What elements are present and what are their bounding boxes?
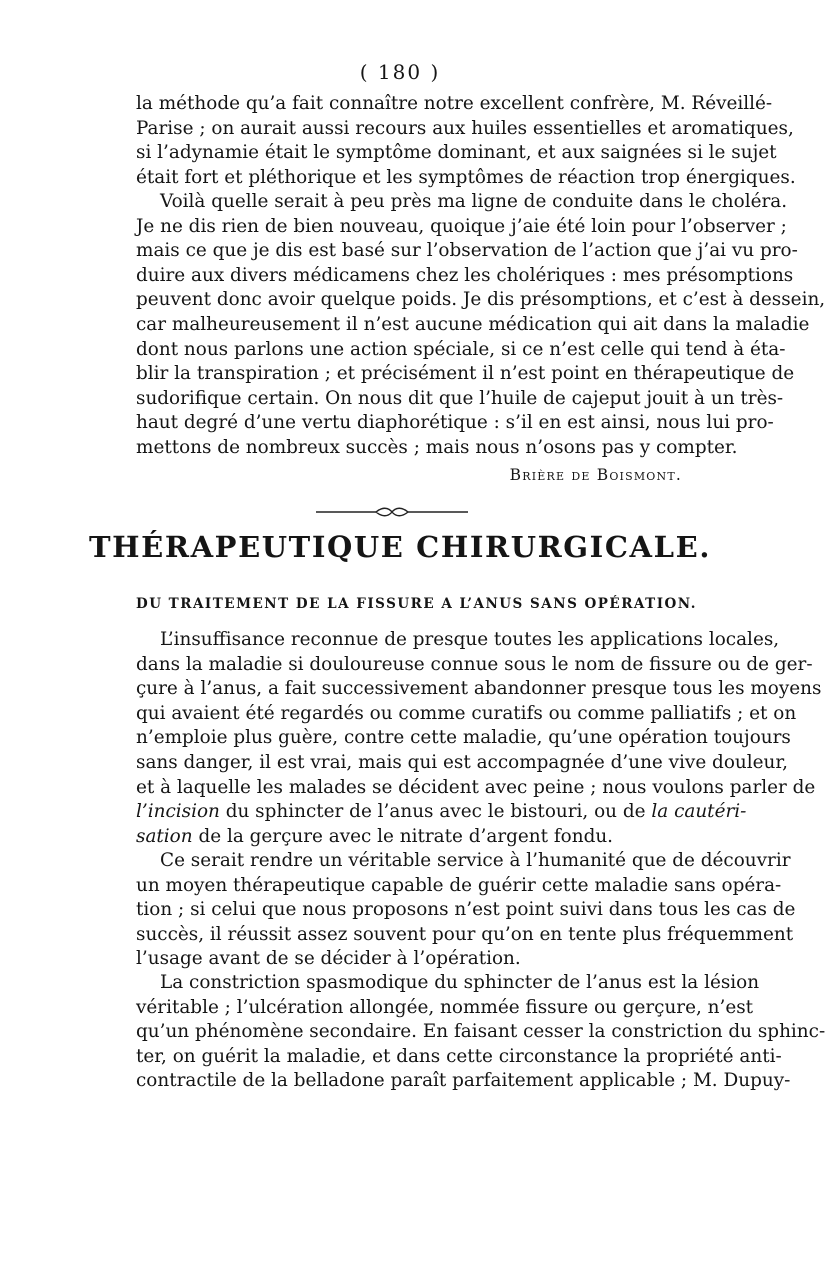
page-number: ( 180 ) (359, 60, 441, 84)
article-paragraph-3 (136, 971, 825, 1094)
author-signature: Brière de Boismont. (509, 466, 682, 484)
text-run: de la gerçure avec le nitrate d’argent fondu. (192, 825, 614, 847)
text-line (136, 825, 682, 850)
intro-paragraph (136, 92, 796, 190)
text-line: sans danger, il est vrai, mais qui est accompagnée d’une vive douleur, (136, 751, 788, 773)
article-title: DU TRAITEMENT DE LA FISSURE A L’ANUS SANS OPÉRATION. (136, 596, 697, 612)
article-paragraph-2 (136, 849, 796, 972)
text-line: tion ; si celui que nous proposons n’est point suivi dans tous les cas de (136, 899, 796, 921)
text-line: peuvent donc avoir quelque poids. Je dis présomptions, et c’est à dessein, (136, 289, 825, 311)
text-line: si l’adynamie était le symptôme dominant, et aux saignées si le sujet (136, 142, 777, 164)
text-line: dont nous parlons une action spéciale, si ce n’est celle qui tend à éta- (136, 338, 786, 360)
text-run: du sphincter de l’anus avec le bistouri, ou de (219, 801, 652, 823)
text-line: et à laquelle les malades se décident avec peine ; nous voulons parler de (136, 776, 816, 798)
text-line: çure à l’anus, a fait successivement abandonner presque tous les moyens (136, 678, 822, 700)
text-line: Ce serait rendre un véritable service à l’humanité que de découvrir (160, 850, 791, 871)
text-line (136, 800, 747, 825)
italic-term: sation (136, 825, 193, 847)
text-line: un moyen thérapeutique capable de guérir cette maladie sans opéra- (136, 874, 782, 896)
text-line: véritable ; l’ulcération allongée, nommée fissure ou gerçure, n’est (136, 996, 754, 1018)
text-line: Je ne dis rien de bien nouveau, quoique j’aie été loin pour l’observer ; (136, 215, 787, 237)
text-line: était fort et pléthorique et les symptômes de réaction trop énergiques. (136, 166, 796, 188)
text-line: mettons de nombreux succès ; mais nous n’osons pas y compter. (136, 436, 738, 458)
italic-term: la cautéri- (651, 801, 747, 823)
text-line: mais ce que je dis est basé sur l’observation de l’action que j’ai vu pro- (136, 240, 798, 262)
text-line: contractile de la belladone paraît parfaitement applicable ; M. Dupuy- (136, 1070, 791, 1092)
text-line: n’emploie plus guère, contre cette maladie, qu’une opération toujours (136, 727, 791, 749)
text-line: blir la transpiration ; et précisément il n’est point en thérapeutique de (136, 363, 795, 385)
text-line: qu’un phénomène secondaire. En faisant cesser la constriction du sphinc- (136, 1021, 825, 1043)
text-line: La constriction spasmodique du sphincter de l’anus est la lésion (160, 972, 760, 993)
text-line: succès, il réussit assez souvent pour qu’on en tente plus fréquemment (136, 923, 794, 945)
text-line: sudorifique certain. On nous dit que l’huile de cajeput jouit à un très- (136, 387, 784, 409)
section-title: THÉRAPEUTIQUE CHIRURGICALE. (88, 530, 712, 564)
text-line: Voilà quelle serait à peu près ma ligne de conduite dans le choléra. (160, 191, 788, 212)
italic-term: l’incision (136, 801, 220, 823)
text-line: l’usage avant de se décider à l’opération. (136, 948, 521, 970)
conclusion-paragraph (136, 190, 825, 461)
text-line: L’insuffisance reconnue de presque toutes les applications locales, (160, 629, 780, 650)
text-line: dans la maladie si douloureuse connue sous le nom de fissure ou de ger- (136, 653, 813, 675)
text-line: qui avaient été regardés ou comme curatifs ou comme palliatifs ; et on (136, 702, 797, 724)
ornament-divider-icon (316, 505, 468, 519)
text-line: la méthode qu’a fait connaître notre excellent confrère, M. Réveillé- (136, 93, 773, 114)
text-line: ter, on guérit la maladie, et dans cette circonstance la propriété anti- (136, 1045, 782, 1067)
text-line: car malheureusement il n’est aucune médication qui ait dans la maladie (136, 313, 810, 335)
text-line: duire aux divers médicamens chez les cholériques : mes présomptions (136, 264, 794, 286)
text-line: haut degré d’une vertu diaphorétique : s’il en est ainsi, nous lui pro- (136, 412, 774, 434)
article-paragraph-1 (136, 628, 822, 849)
text-line: Parise ; on aurait aussi recours aux huiles essentielles et aromatiques, (136, 117, 794, 139)
